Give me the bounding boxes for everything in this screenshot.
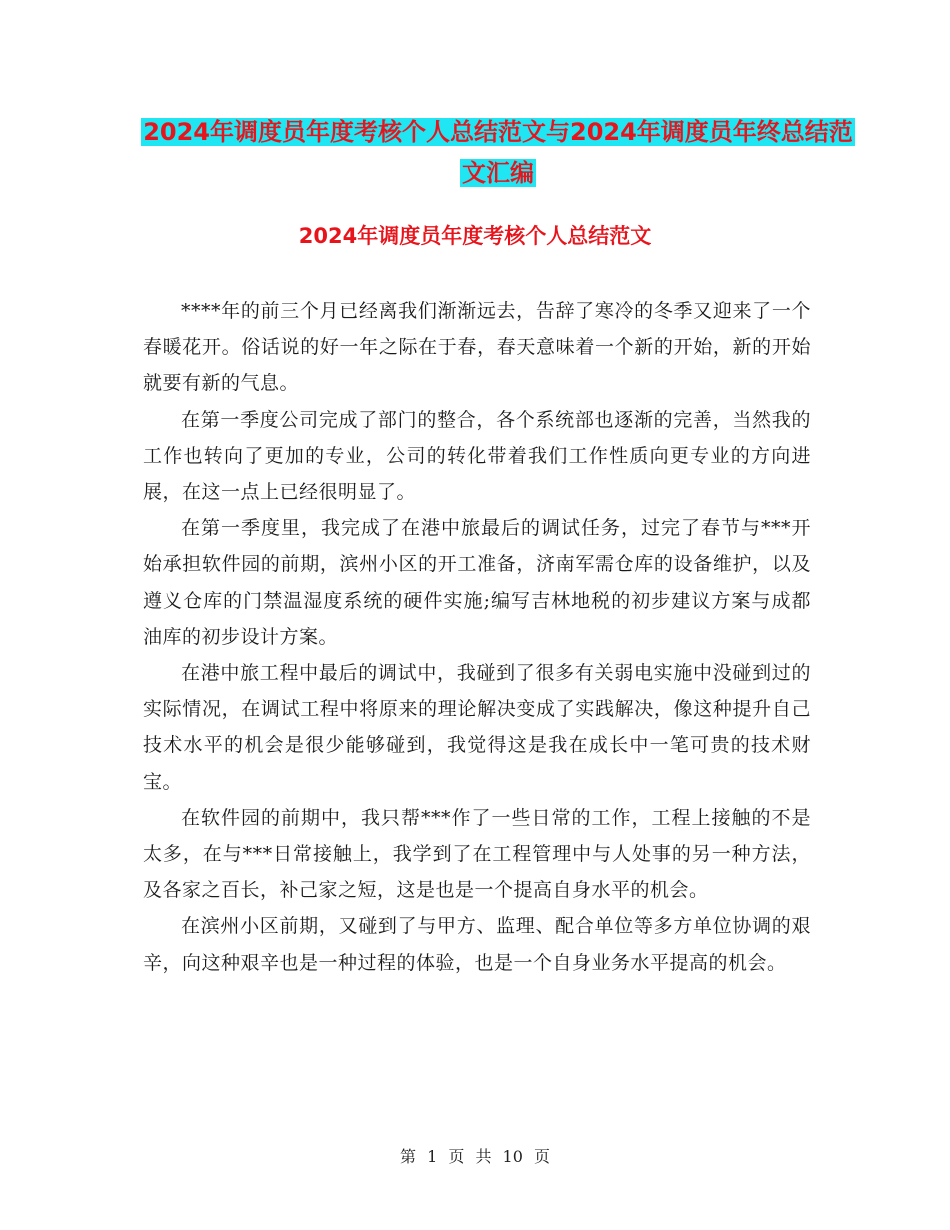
section-title: 2024年调度员年度考核个人总结范文 (298, 224, 652, 248)
paragraph: 在港中旅工程中最后的调试中，我碰到了很多有关弱电实施中没碰到过的实际情况，在调试工程中将原来的理论解决变成了实践解决，像这种提升自己技术水平的机会是很少能够碰到，我觉得这是我在成长中一笔可贵的技术财宝。 (143, 662, 811, 793)
page-footer: 第 1 页 共 10 页 (400, 1147, 550, 1166)
paragraph: ****年的前三个月已经离我们渐渐远去，告辞了寒冷的冬季又迎来了一个春暖花开。俗话说的好一年之际在于春，春天意味着一个新的开始，新的开始就要有新的气息。 (143, 300, 811, 395)
main-title (140, 112, 856, 194)
paragraph: 在第一季度公司完成了部门的整合，各个系统部也逐渐的完善，当然我的工作也转向了更加的专业，公司的转化带着我们工作性质向更专业的方向进展，在这一点上已经很明显了。 (143, 408, 811, 504)
paragraph: 在第一季度里，我完成了在港中旅最后的调试任务，过完了春节与***开始承担软件园的前期，滨州小区的开工准备，济南军需仓库的设备维护，以及遵义仓库的门禁温湿度系统的硬件实施;编写吉林地税的初步建议方案与成都油库的初步设计方案。 (143, 517, 811, 648)
body-text (143, 293, 811, 981)
paragraph: 在软件园的前期中，我只帮***作了一些日常的工作，工程上接触的不是太多，在与***日常接触上，我学到了在工程管理中与人处事的另一种方法，及各家之百长，补己家之短，这是也是一个提高自身水平的机会。 (143, 806, 811, 902)
main-title-text: 2024年调度员年度考核个人总结范文与2024年调度员年终总结范文汇编 (143, 118, 853, 187)
paragraph: 在滨州小区前期，又碰到了与甲方、监理、配合单位等多方单位协调的艰辛，向这种艰辛也是一种过程的体验，也是一个自身业务水平提高的机会。 (143, 915, 811, 974)
